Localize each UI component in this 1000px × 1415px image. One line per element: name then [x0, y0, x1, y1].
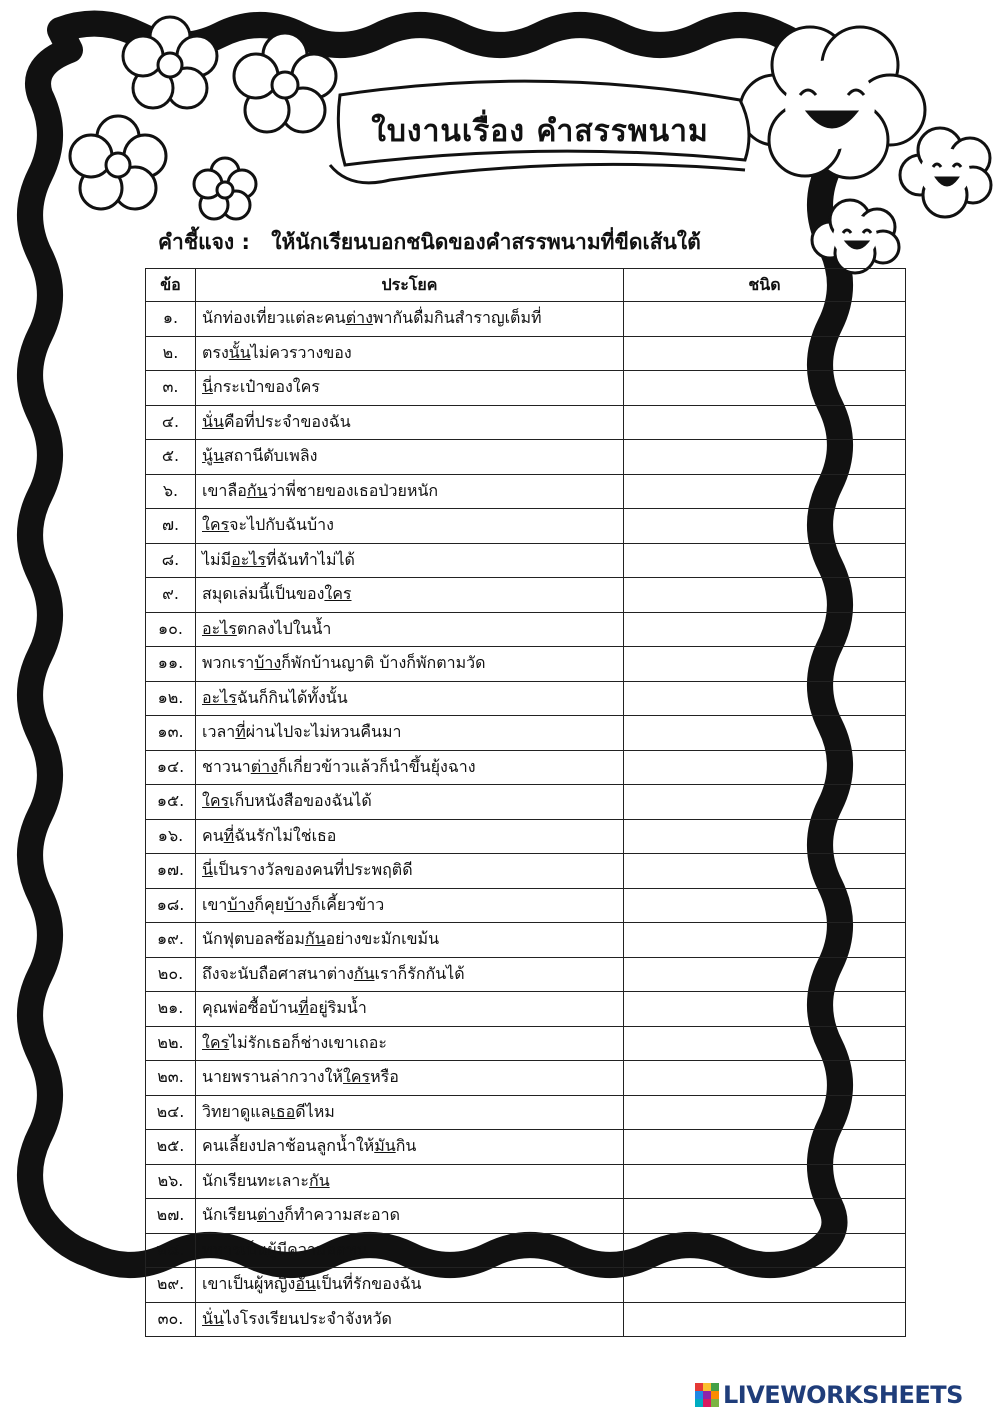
table-row: [146, 819, 906, 854]
table-row: [146, 543, 906, 578]
underlined-pronoun: เธอ: [270, 1101, 296, 1121]
answer-cell[interactable]: [624, 371, 906, 406]
sentence-text: คือที่ประจำของฉัน: [223, 411, 351, 431]
sentence-text: ก็พักบ้านญาติ บ้างก็พักตามวัด: [281, 653, 486, 673]
underlined-pronoun: นี่: [202, 860, 213, 880]
row-sentence: [196, 302, 624, 337]
sentence-text: กิน: [395, 1136, 417, 1156]
answer-cell[interactable]: [624, 440, 906, 475]
table-header-row: [146, 269, 906, 302]
sentence-text: พวกเรา: [202, 653, 255, 673]
row-number: ๒๗.: [146, 1199, 196, 1234]
sentence-text: กระเป๋าของใคร: [212, 377, 320, 397]
answer-cell[interactable]: [624, 1130, 906, 1165]
answer-cell[interactable]: [624, 923, 906, 958]
sentence-text: นายพรานล่ากวางให้: [202, 1067, 343, 1087]
row-sentence: [196, 750, 624, 785]
sentence-text: ตรง: [202, 342, 229, 362]
sentence-text: เวลา: [202, 722, 236, 742]
sentence-text: ไงโรงเรียนประจำจังหวัด: [223, 1308, 392, 1328]
logo-square: [711, 1391, 719, 1399]
answer-cell[interactable]: [624, 750, 906, 785]
answer-cell[interactable]: [624, 647, 906, 682]
header-sentence: ประโยค: [196, 269, 624, 302]
sentence-text: ถึงจะนับถือศาสนาต่าง: [202, 963, 354, 983]
underlined-pronoun: ที่: [235, 722, 246, 742]
sentence-text: เขาเป็นผู้หญิง: [202, 1274, 296, 1294]
answer-cell[interactable]: [624, 957, 906, 992]
flower-icon: [70, 17, 336, 219]
sentence-text: ว่าพี่ชายของเธอป่วยหนัก: [267, 480, 439, 500]
underlined-pronoun: นั่น: [202, 1308, 224, 1328]
sentence-text: มีความอดทน: [276, 1239, 368, 1259]
row-number: ๖.: [146, 474, 196, 509]
row-sentence: [196, 1130, 624, 1165]
table-row: [146, 578, 906, 613]
sentence-text: สถานีดับเพลิง: [223, 446, 318, 466]
row-sentence: [196, 440, 624, 475]
row-number: ๒๔.: [146, 1095, 196, 1130]
logo-square: [703, 1391, 711, 1399]
sentence-text: นักเรียนทะเลาะ: [202, 1170, 309, 1190]
worksheet-table: [145, 268, 906, 1337]
row-number: ๒๕.: [146, 1130, 196, 1165]
table-row: [146, 1302, 906, 1337]
sentence-text: ฉันก็กินได้ทั้งนั้น: [236, 687, 348, 707]
table-row: [146, 1199, 906, 1234]
answer-cell[interactable]: [624, 474, 906, 509]
sentence-text: เก็บหนังสือของฉันได้: [229, 791, 372, 811]
underlined-pronoun: ใคร: [202, 791, 230, 811]
underlined-pronoun: ที่: [223, 825, 235, 845]
answer-cell[interactable]: [624, 785, 906, 820]
answer-cell[interactable]: [624, 336, 906, 371]
answer-cell[interactable]: [624, 1233, 906, 1268]
underlined-pronoun: บ้าง: [254, 653, 282, 673]
sentence-text: ไม่ควรวางของ: [250, 342, 352, 362]
row-sentence: [196, 1095, 624, 1130]
row-number: ๗.: [146, 509, 196, 544]
row-number: ๑๙.: [146, 923, 196, 958]
underlined-pronoun: ต่าง: [257, 1205, 285, 1225]
sentence-text: ไม่มี: [202, 549, 232, 569]
underlined-pronoun: นั่น: [202, 411, 224, 431]
table-row: [146, 1268, 906, 1303]
underlined-pronoun: กัน: [246, 480, 268, 500]
table-row: [146, 336, 906, 371]
table-row: [146, 716, 906, 751]
row-sentence: [196, 1199, 624, 1234]
underlined-pronoun: ใคร: [202, 515, 230, 535]
answer-cell[interactable]: [624, 888, 906, 923]
answer-cell[interactable]: [624, 992, 906, 1027]
row-number: ๒๒.: [146, 1026, 196, 1061]
row-sentence: [196, 923, 624, 958]
table-row: [146, 785, 906, 820]
header-number: ข้อ: [146, 269, 196, 302]
table-row: [146, 474, 906, 509]
table-row: [146, 1061, 906, 1096]
logo-square: [695, 1391, 703, 1399]
table-row: [146, 992, 906, 1027]
answer-cell[interactable]: [624, 405, 906, 440]
underlined-pronoun: ต่าง: [250, 756, 278, 776]
sentence-text: ทหารเป็น: [202, 1239, 268, 1259]
row-number: ๒๐.: [146, 957, 196, 992]
sentence-text: เขา: [202, 894, 228, 914]
instruction-label: คำชี้แจง :: [158, 230, 250, 254]
sentence-text: คน: [202, 825, 224, 845]
row-number: ๑๐.: [146, 612, 196, 647]
row-sentence: [196, 716, 624, 751]
row-sentence: [196, 1026, 624, 1061]
sentence-text: ก็ทำความสะอาด: [284, 1205, 400, 1225]
table-row: [146, 509, 906, 544]
answer-cell[interactable]: [624, 1095, 906, 1130]
row-number: ๒๓.: [146, 1061, 196, 1096]
sentence-text: ก็คุย: [254, 894, 285, 914]
table-row: [146, 440, 906, 475]
answer-cell[interactable]: [624, 1268, 906, 1303]
row-sentence: [196, 992, 624, 1027]
sentence-text: ฉันรักไม่ใช่เธอ: [234, 825, 337, 845]
sentence-text: นักเรียน: [202, 1205, 257, 1225]
underlined-pronoun: มัน: [374, 1136, 396, 1156]
sentence-text: เป็นที่รักของฉัน: [315, 1274, 422, 1294]
underlined-pronoun: ต่าง: [345, 308, 373, 328]
row-sentence: [196, 681, 624, 716]
table-row: [146, 854, 906, 889]
answer-cell[interactable]: [624, 681, 906, 716]
table-row: [146, 1233, 906, 1268]
sentence-text: พากันดื่มกินสำราญเต็มที่: [372, 308, 542, 328]
row-number: ๒๘.: [146, 1233, 196, 1268]
row-number: ๔.: [146, 405, 196, 440]
underlined-pronoun: นั้น: [228, 342, 251, 362]
row-sentence: [196, 1268, 624, 1303]
row-number: ๓.: [146, 371, 196, 406]
row-number: ๑.: [146, 302, 196, 337]
underlined-pronoun: ที่: [298, 998, 309, 1018]
liveworksheets-logo: [695, 1380, 963, 1410]
row-sentence: [196, 509, 624, 544]
row-sentence: [196, 543, 624, 578]
answer-cell[interactable]: [624, 578, 906, 613]
sentence-text: ก็เคี้ยวข้าว: [311, 894, 385, 914]
row-number: ๒๑.: [146, 992, 196, 1027]
row-sentence: [196, 854, 624, 889]
underlined-pronoun: กัน: [304, 929, 326, 949]
row-number: ๒๙.: [146, 1268, 196, 1303]
underlined-pronoun: ใคร: [202, 1032, 230, 1052]
underlined-pronoun: ผู้: [267, 1239, 277, 1259]
row-sentence: [196, 957, 624, 992]
table-row: [146, 957, 906, 992]
underlined-pronoun: ใคร: [324, 584, 352, 604]
row-number: ๘.: [146, 543, 196, 578]
table-row: [146, 750, 906, 785]
row-number: ๑๑.: [146, 647, 196, 682]
sentence-text: นักท่องเที่ยวแต่ละคน: [202, 308, 346, 328]
row-number: ๕.: [146, 440, 196, 475]
sentence-text: หรือ: [370, 1067, 399, 1087]
instruction-text: ให้นักเรียนบอกชนิดของคำสรรพนามที่ขีดเส้นใต้: [271, 230, 701, 254]
table-row: [146, 405, 906, 440]
sentence-text: เราก็รักกันได้: [374, 963, 465, 983]
sentence-text: คนเลี้ยงปลาช้อนลูกน้ำให้: [202, 1136, 375, 1156]
sentence-text: สมุดเล่มนี้เป็นของ: [202, 584, 325, 604]
row-sentence: [196, 1302, 624, 1337]
answer-cell[interactable]: [624, 1199, 906, 1234]
row-number: ๓๐.: [146, 1302, 196, 1337]
sentence-text: อยู่ริมน้ำ: [308, 998, 367, 1018]
table-row: [146, 302, 906, 337]
logo-square: [711, 1399, 719, 1407]
answer-cell[interactable]: [624, 1026, 906, 1061]
table-row: [146, 888, 906, 923]
logo-square: [695, 1399, 703, 1407]
underlined-pronoun: อัน: [295, 1274, 316, 1294]
sentence-text: ตกลงไปในน้ำ: [236, 618, 332, 638]
sentence-text: ชาวนา: [202, 756, 251, 776]
table-row: [146, 647, 906, 682]
sentence-text: เป็นรางวัลของคนที่ประพฤติดี: [212, 860, 413, 880]
row-number: ๒.: [146, 336, 196, 371]
row-sentence: [196, 578, 624, 613]
answer-cell[interactable]: [624, 543, 906, 578]
answer-cell[interactable]: [624, 819, 906, 854]
row-number: ๑๕.: [146, 785, 196, 820]
answer-cell[interactable]: [624, 716, 906, 751]
row-sentence: [196, 1164, 624, 1199]
liveworksheets-icon: [695, 1383, 719, 1407]
row-sentence: [196, 1233, 624, 1268]
table-row: [146, 1164, 906, 1199]
row-sentence: [196, 612, 624, 647]
underlined-pronoun: กัน: [309, 1170, 330, 1190]
answer-cell[interactable]: [624, 854, 906, 889]
answer-cell[interactable]: [624, 1164, 906, 1199]
underlined-pronoun: กัน: [353, 963, 375, 983]
underlined-pronoun: บ้าง: [227, 894, 255, 914]
answer-cell[interactable]: [624, 509, 906, 544]
table-row: [146, 1026, 906, 1061]
underlined-pronoun: ใคร: [342, 1067, 371, 1087]
instruction: [158, 226, 808, 259]
sentence-text: ผ่านไปจะไม่หวนคืนมา: [245, 722, 402, 742]
sentence-text: อย่างขะมักเขม้น: [325, 929, 439, 949]
sentence-text: ก็เกี่ยวข้าวแล้วก็นำขึ้นยุ้งฉาง: [277, 756, 476, 776]
brand-text: LIVEWORKSHEETS: [723, 1381, 963, 1409]
sentence-text: ที่ฉันทำไม่ได้: [265, 549, 355, 569]
underlined-pronoun: นู้น: [202, 446, 224, 466]
sentence-text: วิทยาดูแล: [202, 1101, 271, 1121]
page-title: ใบงานเรื่อง คำสรรพนาม: [371, 114, 709, 149]
table-row: [146, 1130, 906, 1165]
header-type: ชนิด: [624, 269, 906, 302]
answer-cell[interactable]: [624, 302, 906, 337]
sentence-text: ไม่รักเธอก็ช่างเขาเถอะ: [229, 1032, 387, 1052]
row-sentence: [196, 888, 624, 923]
logo-square: [703, 1383, 711, 1391]
sentence-text: จะไปกับฉันบ้าง: [229, 515, 334, 535]
table-row: [146, 1095, 906, 1130]
underlined-pronoun: บ้าง: [284, 894, 312, 914]
table-row: [146, 612, 906, 647]
row-number: ๑๗.: [146, 854, 196, 889]
table-row: [146, 923, 906, 958]
table-row: [146, 371, 906, 406]
row-sentence: [196, 371, 624, 406]
underlined-pronoun: นี่: [202, 377, 213, 397]
row-number: ๒๖.: [146, 1164, 196, 1199]
row-sentence: [196, 405, 624, 440]
sentence-text: ดีไหม: [295, 1101, 335, 1121]
row-sentence: [196, 785, 624, 820]
answer-cell[interactable]: [624, 612, 906, 647]
row-number: ๙.: [146, 578, 196, 613]
answer-cell[interactable]: [624, 1302, 906, 1337]
sentence-text: นักฟุตบอลซ้อม: [202, 929, 305, 949]
row-number: ๑๘.: [146, 888, 196, 923]
row-sentence: [196, 819, 624, 854]
row-sentence: [196, 336, 624, 371]
row-sentence: [196, 647, 624, 682]
row-sentence: [196, 1061, 624, 1096]
row-number: ๑๖.: [146, 819, 196, 854]
underlined-pronoun: อะไร: [202, 618, 237, 638]
answer-cell[interactable]: [624, 1061, 906, 1096]
sentence-text: คุณพ่อซื้อบ้าน: [202, 998, 299, 1018]
logo-square: [695, 1383, 703, 1391]
row-number: ๑๒.: [146, 681, 196, 716]
row-number: ๑๔.: [146, 750, 196, 785]
underlined-pronoun: อะไร: [231, 549, 266, 569]
row-number: ๑๓.: [146, 716, 196, 751]
sentence-text: เขาลือ: [202, 480, 247, 500]
logo-square: [711, 1383, 719, 1391]
table-row: [146, 681, 906, 716]
row-sentence: [196, 474, 624, 509]
logo-square: [703, 1399, 711, 1407]
underlined-pronoun: อะไร: [202, 687, 237, 707]
